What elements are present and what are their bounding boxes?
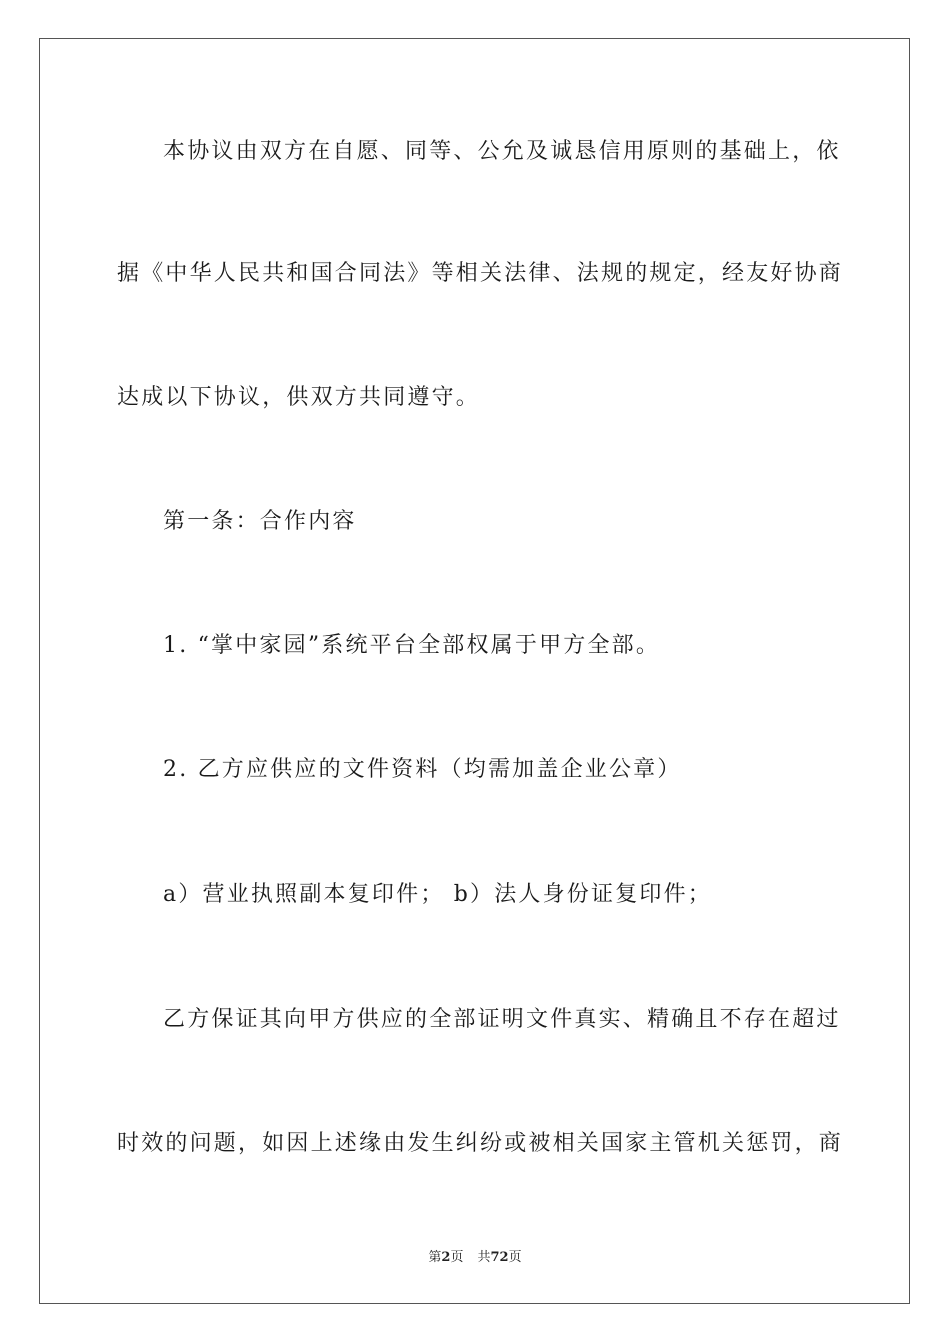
- paragraph-line-1: 本协议由双方在自愿、同等、公允及诚恳信用原则的基础上，依: [163, 139, 841, 164]
- paragraph-line-9: 时效的问题，如因上述缘由发生纠纷或被相关国家主管机关惩罚，商: [117, 1131, 844, 1156]
- footer-total-pages: 72: [490, 1250, 509, 1265]
- page-border: [39, 38, 910, 1304]
- footer-total-suffix: 页: [508, 1250, 522, 1265]
- clause-2-items: a）营业执照副本复印件； b）法人身份证复印件；: [163, 882, 712, 907]
- page-footer: [0, 1249, 950, 1267]
- paragraph-line-3: 达成以下协议，供双方共同遵守。: [117, 385, 481, 410]
- paragraph-line-2: 据《中华人民共和国合同法》等相关法律、法规的规定，经友好协商: [117, 261, 844, 286]
- footer-page-suffix: 页: [450, 1250, 464, 1265]
- article-heading: 第一条：合作内容: [163, 509, 357, 534]
- footer-total-prefix: 共: [477, 1250, 491, 1265]
- paragraph-line-8: 乙方保证其向甲方供应的全部证明文件真实、精确且不存在超过: [163, 1007, 841, 1032]
- footer-page-number: 2: [441, 1250, 451, 1265]
- footer-page-prefix: 第: [428, 1250, 442, 1265]
- clause-2: 2. 乙方应供应的文件资料（均需加盖企业公章）: [163, 757, 682, 782]
- clause-1: 1. “掌中家园”系统平台全部权属于甲方全部。: [163, 633, 661, 658]
